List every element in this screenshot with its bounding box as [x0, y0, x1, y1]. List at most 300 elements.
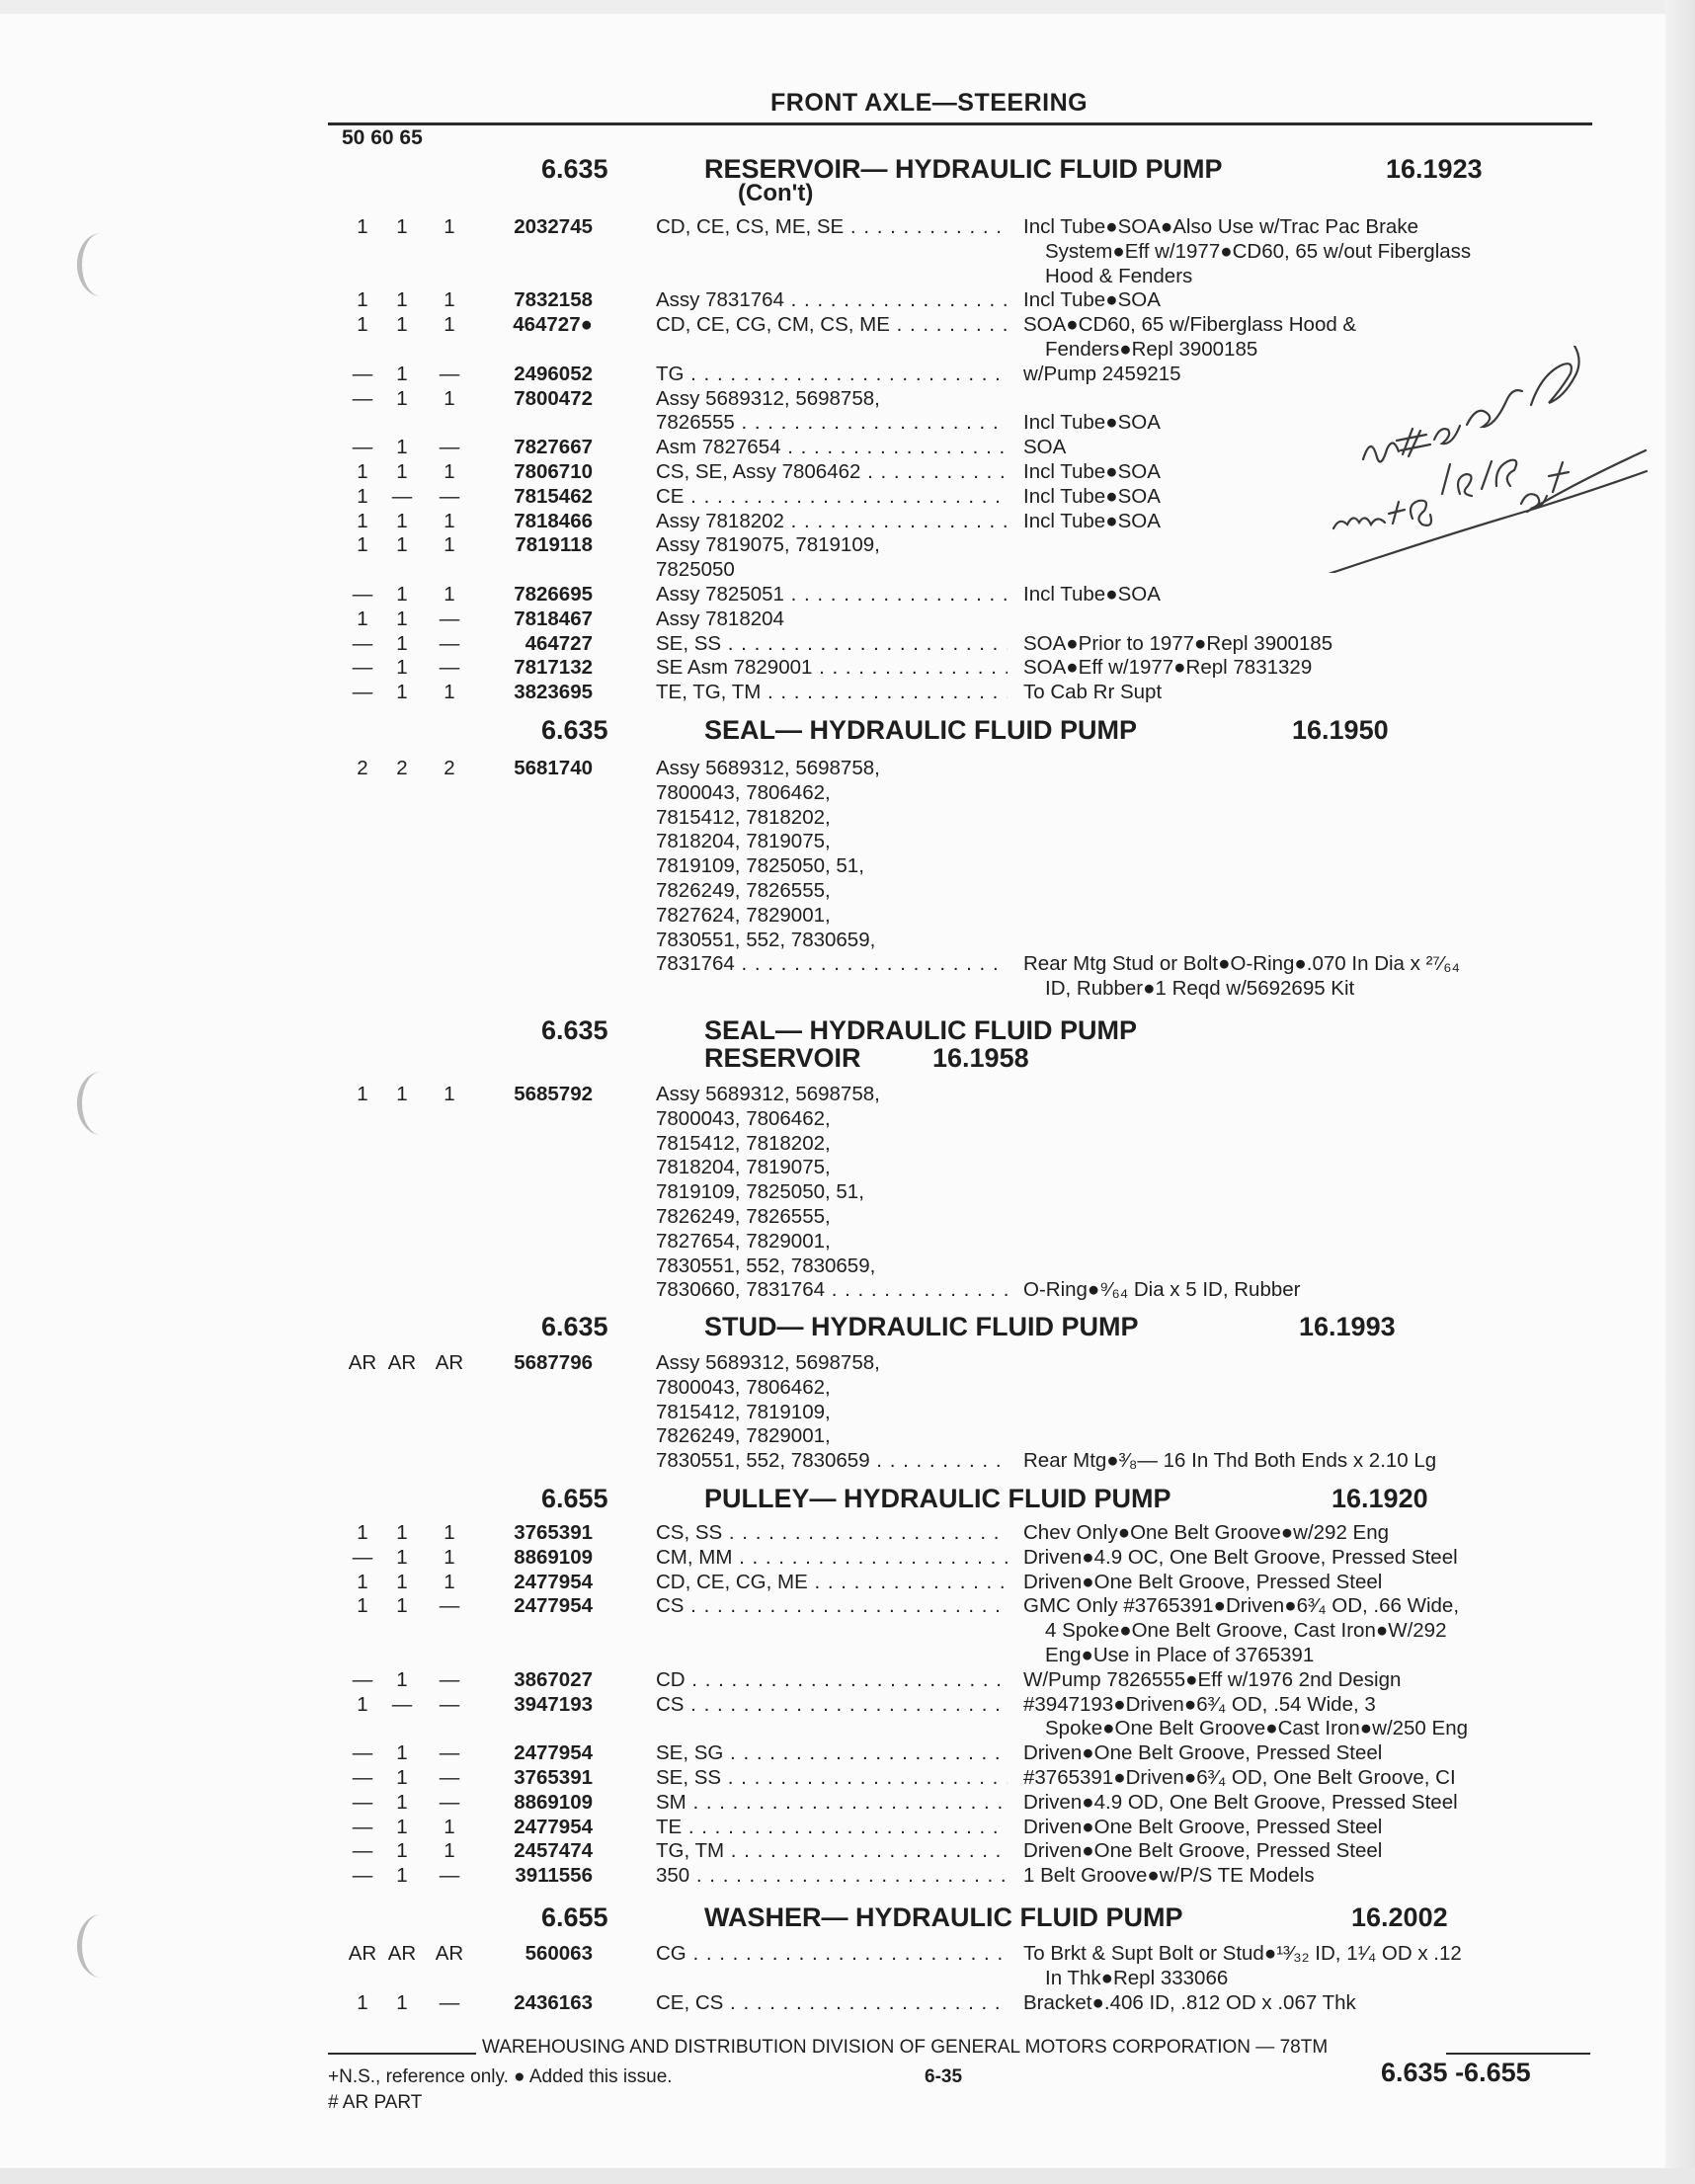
quantity-cell: — [352, 631, 373, 655]
section-reference: 16.1923 [1386, 154, 1483, 184]
quantity-cell: 1 [444, 1521, 455, 1544]
quantity-cell: 1 [396, 313, 408, 337]
application-cell: 7800043, 7806462, [656, 1106, 831, 1130]
catalog-row [0, 656, 1695, 681]
quantity-cell: AR [387, 1942, 417, 1965]
description-cell: Driven●One Belt Groove, Pressed Steel [1023, 1741, 1383, 1765]
quantity-cell: — [391, 1692, 413, 1716]
description-cell: Incl Tube●SOA [1023, 583, 1161, 606]
catalog-row [0, 1205, 1695, 1230]
catalog-row [0, 1991, 1695, 2016]
quantity-cell: — [352, 583, 373, 606]
catalog-row [0, 1401, 1695, 1425]
quantity-cell: 1 [444, 1545, 455, 1569]
description-cell: GMC Only #3765391●Driven●6³⁄₄ OD, .66 Wide, [1023, 1594, 1460, 1618]
quantity-cell: 1 [396, 1083, 408, 1105]
part-number-cell: 7819118 [515, 533, 593, 557]
quantity-cell: — [439, 1667, 460, 1691]
column-headings: 50 60 65 [342, 126, 423, 149]
application-cell: SE, SS . . . [656, 1766, 1008, 1790]
page-edge-bottom [0, 2168, 1695, 2184]
quantity-cell: — [352, 362, 373, 385]
quantity-cell: 1 [396, 1815, 408, 1838]
description-cell: Incl Tube●SOA [1023, 484, 1161, 508]
quantity-cell: 1 [396, 656, 408, 680]
application-cell: 7815412, 7818202, [656, 805, 831, 829]
part-number-cell: 2477954 [514, 1741, 593, 1765]
application-cell: 7826555 . . . [656, 411, 1008, 435]
page-title: FRONT AXLE—STEERING [770, 89, 1089, 117]
application-cell: CE . . . [656, 485, 1008, 509]
quantity-cell: — [439, 656, 460, 680]
catalog-row [0, 1449, 1695, 1474]
application-cell: 7818204, 7819075, [656, 830, 831, 853]
quantity-cell: — [439, 362, 460, 385]
quantity-cell: 1 [396, 1741, 408, 1765]
application-cell: Assy 5689312, 5698758, [656, 1351, 880, 1374]
catalog-row [0, 1864, 1695, 1889]
catalog-row [0, 977, 1695, 1002]
description-cell: Incl Tube●SOA [1023, 509, 1161, 532]
application-cell: 7827624, 7829001, [656, 903, 831, 927]
quantity-cell: 1 [396, 1667, 408, 1691]
description-cell: Incl Tube●SOA [1023, 411, 1161, 435]
description-cell: SOA●Prior to 1977●Repl 3900185 [1023, 631, 1333, 655]
application-cell: TE . . . [656, 1816, 1008, 1839]
application-cell: Assy 5689312, 5698758, [656, 386, 880, 410]
section-reference: 16.1958 [932, 1043, 1029, 1073]
quantity-cell: — [439, 1692, 460, 1716]
description-cell: Hood & Fenders [1045, 264, 1193, 287]
part-number-cell: 3765391 [514, 1521, 593, 1544]
application-cell: CE, CS . . . [656, 1991, 1008, 2015]
section-code: 6.635 [541, 1015, 608, 1045]
catalog-row [0, 1351, 1695, 1376]
quantity-cell: 1 [396, 631, 408, 655]
application-cell: TE, TG, TM . . . [656, 681, 1008, 704]
description-cell: 1 Belt Groove●w/P/S TE Models [1023, 1864, 1315, 1888]
footer-rule-left [328, 2053, 476, 2055]
quantity-cell: — [439, 436, 460, 459]
catalog-row [0, 1424, 1695, 1449]
catalog-row [0, 1594, 1695, 1619]
application-cell: 350 . . . [656, 1864, 1008, 1888]
application-cell: SE, SS . . . [656, 632, 1008, 656]
part-number-cell: 7817132 [514, 656, 593, 680]
section-title: STUD— HYDRAULIC FLUID PUMP [704, 1312, 1139, 1341]
footer-organization: WAREHOUSING AND DISTRIBUTION DIVISION OF GENERAL MOTORS CORPORATION — 78TM [482, 2037, 1329, 2058]
catalog-row [0, 854, 1695, 879]
quantity-cell: 1 [396, 1990, 408, 2014]
application-cell: 7830551, 552, 7830659, [656, 928, 876, 951]
catalog-row [0, 1521, 1695, 1546]
section-reference: 16.1950 [1292, 715, 1389, 745]
catalog-row [0, 1180, 1695, 1205]
application-cell: CM, MM . . . [656, 1546, 1008, 1570]
application-cell: CD, CE, CG, ME . . . [656, 1571, 1008, 1594]
application-cell: 7831764 . . . [656, 952, 1008, 976]
part-number-cell: 7832158 [514, 288, 593, 312]
part-number-cell: 7800472 [514, 386, 593, 410]
part-number-cell: 7826695 [514, 583, 593, 606]
description-cell: Bracket●.406 ID, .812 OD x .067 Thk [1023, 1990, 1356, 2014]
section-subtitle: RESERVOIR [704, 1043, 861, 1073]
application-cell: CS, SE, Assy 7806462 . . . [656, 460, 1008, 484]
catalog-row [0, 929, 1695, 953]
application-cell: TG, TM . . . [656, 1839, 1008, 1863]
quantity-cell: AR [435, 1942, 464, 1965]
quantity-cell: — [352, 1790, 373, 1814]
section-subtitle: (Con't) [738, 180, 814, 206]
quantity-cell: — [439, 484, 460, 508]
catalog-row [0, 1278, 1695, 1303]
quantity-cell: 1 [396, 1839, 408, 1863]
catalog-row [0, 1619, 1695, 1644]
section-reference: 16.1920 [1332, 1484, 1428, 1513]
description-cell: System●Eff w/1977●CD60, 65 w/out Fiberglass [1045, 239, 1472, 263]
catalog-row [0, 1546, 1695, 1571]
quantity-cell: — [439, 1990, 460, 2014]
description-cell: O-Ring●⁹⁄₆₄ Dia x 5 ID, Rubber [1023, 1278, 1301, 1302]
catalog-row [0, 313, 1695, 338]
quantity-cell: — [352, 656, 373, 680]
description-cell: Driven●One Belt Groove, Pressed Steel [1023, 1570, 1383, 1593]
application-cell: Assy 7825051 . . . [656, 583, 1008, 607]
catalog-row [0, 1254, 1695, 1279]
application-cell: 7830551, 552, 7830659, [656, 1254, 876, 1277]
section-code: 6.635 [541, 715, 608, 745]
quantity-cell: — [352, 1667, 373, 1691]
catalog-row [0, 215, 1695, 240]
quantity-cell: — [352, 1766, 373, 1789]
application-cell: 7800043, 7806462, [656, 780, 831, 804]
catalog-row [0, 781, 1695, 806]
part-number-cell: 2477954 [514, 1570, 593, 1593]
application-cell: 7826249, 7826555, [656, 879, 831, 902]
quantity-cell: 1 [444, 1083, 455, 1105]
quantity-cell: 1 [444, 460, 455, 483]
catalog-row [0, 1083, 1695, 1107]
quantity-cell: 1 [357, 533, 368, 557]
description-cell: Spoke●One Belt Groove●Cast Iron●w/250 Eng [1045, 1717, 1469, 1740]
catalog-row [0, 904, 1695, 929]
quantity-cell: 1 [357, 288, 368, 312]
application-cell: Assy 5689312, 5698758, [656, 757, 880, 779]
quantity-cell: 1 [396, 1864, 408, 1888]
catalog-row [0, 879, 1695, 904]
catalog-row [0, 1376, 1695, 1401]
quantity-cell: 1 [396, 460, 408, 483]
quantity-cell: 2 [357, 757, 368, 779]
application-cell: 7830660, 7831764 . . . [656, 1278, 1008, 1302]
quantity-cell: 1 [396, 1594, 408, 1618]
description-cell: To Brkt & Supt Bolt or Stud●¹³⁄₃₂ ID, 1¹⁄₄ OD x .12 [1023, 1942, 1462, 1965]
quantity-cell: — [352, 1545, 373, 1569]
section-code: 6.655 [541, 1484, 608, 1513]
application-cell: 7815412, 7818202, [656, 1131, 831, 1155]
quantity-cell: — [439, 1594, 460, 1618]
application-cell: Assy 7818202 . . . [656, 510, 1008, 533]
quantity-cell: 1 [444, 509, 455, 532]
part-number-cell: 2032745 [514, 215, 593, 238]
part-number-cell: 5681740 [514, 757, 593, 779]
catalog-row [0, 1156, 1695, 1180]
quantity-cell: — [352, 1815, 373, 1838]
part-number-cell: 560063 [525, 1942, 593, 1965]
part-number-cell: 2477954 [514, 1815, 593, 1838]
description-cell: 4 Spoke●One Belt Groove, Cast Iron●W/292 [1045, 1619, 1447, 1643]
footer-legend: +N.S., reference only. ● Added this issue. [328, 2066, 673, 2087]
quantity-cell: — [352, 681, 373, 704]
description-cell: SOA●Eff w/1977●Repl 7831329 [1023, 656, 1313, 680]
description-cell: Rear Mtg●³⁄₈— 16 In Thd Both Ends x 2.10 Lg [1023, 1449, 1437, 1473]
quantity-cell: 1 [357, 509, 368, 532]
description-cell: Incl Tube●SOA [1023, 460, 1161, 483]
catalog-row [0, 952, 1695, 977]
quantity-cell: — [439, 1766, 460, 1789]
quantity-cell: 1 [396, 1521, 408, 1544]
section-title: SEAL— HYDRAULIC FLUID PUMP [704, 715, 1137, 745]
part-number-cell: 3947193 [514, 1692, 593, 1716]
part-number-cell: 2477954 [514, 1594, 593, 1618]
catalog-row [0, 240, 1695, 265]
catalog-row [0, 1766, 1695, 1791]
application-cell: SE Asm 7829001 . . . [656, 656, 1008, 680]
quantity-cell: — [439, 631, 460, 655]
quantity-cell: 1 [396, 1766, 408, 1789]
quantity-cell: 1 [357, 215, 368, 238]
part-number-cell: 7815462 [514, 484, 593, 508]
quantity-cell: AR [348, 1351, 377, 1374]
application-cell: 7825050 [656, 558, 735, 582]
catalog-row [0, 607, 1695, 632]
application-cell: 7819109, 7825050, 51, [656, 1180, 864, 1204]
part-number-cell: 5687796 [514, 1351, 593, 1374]
quantity-cell: 1 [357, 1594, 368, 1618]
description-cell: Driven●One Belt Groove, Pressed Steel [1023, 1815, 1383, 1838]
catalog-row [0, 806, 1695, 831]
catalog-row [0, 583, 1695, 607]
quantity-cell: 1 [357, 1521, 368, 1544]
quantity-cell: 1 [357, 1570, 368, 1593]
application-cell: CS . . . [656, 1594, 1008, 1618]
part-number-cell: 464727 [525, 631, 593, 655]
quantity-cell: — [439, 1790, 460, 1814]
application-cell: Asm 7827654 . . . [656, 436, 1008, 459]
section-reference: 16.1993 [1299, 1312, 1396, 1341]
catalog-row [0, 1132, 1695, 1157]
section-code: 6.655 [541, 1902, 608, 1932]
part-number-cell: 3765391 [514, 1766, 593, 1789]
quantity-cell: 1 [357, 1692, 368, 1716]
catalog-row [0, 1816, 1695, 1840]
quantity-cell: — [439, 607, 460, 630]
quantity-cell: 1 [444, 533, 455, 557]
catalog-row [0, 1644, 1695, 1668]
description-cell: Chev Only●One Belt Groove●w/292 Eng [1023, 1521, 1390, 1544]
description-cell: Driven●4.9 OC, One Belt Groove, Pressed Steel [1023, 1545, 1458, 1569]
part-number-cell: 2496052 [514, 362, 593, 385]
quantity-cell: 1 [396, 386, 408, 410]
catalog-row [0, 1839, 1695, 1864]
description-cell: Driven●One Belt Groove, Pressed Steel [1023, 1839, 1383, 1863]
catalog-row [0, 632, 1695, 657]
description-cell: W/Pump 7826555●Eff w/1976 2nd Design [1023, 1667, 1402, 1691]
application-cell: 7827654, 7829001, [656, 1229, 831, 1253]
quantity-cell: 1 [444, 1839, 455, 1863]
part-number-cell: 3823695 [514, 681, 593, 704]
part-number-cell: 464727● [513, 313, 593, 337]
catalog-row [0, 1967, 1695, 1991]
quantity-cell: — [439, 1741, 460, 1765]
quantity-cell: 1 [357, 1083, 368, 1105]
quantity-cell: 1 [396, 533, 408, 557]
quantity-cell: 1 [444, 681, 455, 704]
part-number-cell: 8869109 [514, 1545, 593, 1569]
description-cell: Incl Tube●SOA●Also Use w/Trac Pac Brake [1023, 215, 1418, 238]
part-number-cell: 3867027 [514, 1667, 593, 1691]
application-cell: 7815412, 7819109, [656, 1400, 831, 1423]
application-cell: 7818204, 7819075, [656, 1156, 831, 1179]
quantity-cell: AR [435, 1351, 464, 1374]
catalog-row [0, 265, 1695, 289]
part-number-cell: 5685792 [514, 1083, 593, 1105]
application-cell: Assy 7818204 [656, 607, 784, 630]
page-edge-top [0, 0, 1695, 14]
header-rule [328, 122, 1592, 125]
application-cell: CD, CE, CS, ME, SE . . . [656, 215, 1008, 239]
quantity-cell: 1 [444, 1815, 455, 1838]
part-number-cell: 7827667 [514, 436, 593, 459]
page-range: 6.635 -6.655 [1381, 2058, 1531, 2087]
quantity-cell: — [352, 1864, 373, 1888]
quantity-cell: 1 [444, 386, 455, 410]
quantity-cell: 1 [396, 1545, 408, 1569]
description-cell: Rear Mtg Stud or Bolt●O-Ring●.070 In Dia x ²⁷⁄₆₄ [1023, 952, 1460, 976]
description-cell: To Cab Rr Supt [1023, 681, 1163, 704]
quantity-cell: — [391, 484, 413, 508]
quantity-cell: 1 [396, 362, 408, 385]
application-cell: Assy 7819075, 7819109, [656, 533, 880, 557]
catalog-row [0, 830, 1695, 854]
quantity-cell: AR [387, 1351, 417, 1374]
application-cell: SM . . . [656, 1791, 1008, 1815]
quantity-cell: 2 [396, 757, 408, 779]
quantity-cell: AR [348, 1942, 377, 1965]
section-reference: 16.2002 [1351, 1902, 1448, 1932]
part-number-cell: 7818466 [514, 509, 593, 532]
quantity-cell: 1 [444, 215, 455, 238]
catalog-row [0, 1942, 1695, 1967]
quantity-cell: 1 [357, 607, 368, 630]
application-cell: Assy 7831764 . . . [656, 288, 1008, 312]
application-cell: 7830551, 552, 7830659 . . . [656, 1449, 1008, 1473]
description-cell: Fenders●Repl 3900185 [1045, 338, 1258, 361]
handwritten-annotation-icon [1324, 346, 1650, 573]
description-cell: Incl Tube●SOA [1023, 288, 1161, 312]
description-cell: #3947193●Driven●6³⁄₄ OD, .54 Wide, 3 [1023, 1692, 1376, 1716]
application-cell: Assy 5689312, 5698758, [656, 1083, 880, 1105]
quantity-cell: 1 [396, 607, 408, 630]
part-number-cell: 2436163 [514, 1990, 593, 2014]
application-cell: SE, SG . . . [656, 1741, 1008, 1765]
catalog-row [0, 1693, 1695, 1718]
catalog-row [0, 1107, 1695, 1132]
description-cell: Driven●4.9 OD, One Belt Groove, Pressed Steel [1023, 1790, 1458, 1814]
section-title: SEAL— HYDRAULIC FLUID PUMP [704, 1015, 1137, 1045]
quantity-cell: 1 [444, 288, 455, 312]
quantity-cell: 1 [357, 1990, 368, 2014]
quantity-cell: 1 [396, 436, 408, 459]
application-cell: CD, CE, CG, CM, CS, ME . . . [656, 313, 1008, 337]
quantity-cell: 1 [444, 1570, 455, 1593]
quantity-cell: 1 [396, 681, 408, 704]
quantity-cell: 1 [396, 1570, 408, 1593]
application-cell: CS . . . [656, 1693, 1008, 1717]
quantity-cell: 1 [396, 288, 408, 312]
quantity-cell: 1 [357, 313, 368, 337]
quantity-cell: 1 [444, 583, 455, 606]
application-cell: CS, SS . . . [656, 1521, 1008, 1545]
description-cell: ID, Rubber●1 Reqd w/5692695 Kit [1045, 977, 1355, 1001]
page-number: 6-35 [925, 2066, 963, 2087]
footer-rule-right [1446, 2053, 1590, 2055]
part-number-cell: 8869109 [514, 1790, 593, 1814]
quantity-cell: 1 [444, 313, 455, 337]
part-number-cell: 3911556 [515, 1864, 593, 1888]
quantity-cell: 1 [357, 484, 368, 508]
quantity-cell: 1 [396, 583, 408, 606]
section-code: 6.635 [541, 1312, 608, 1341]
application-cell: 7819109, 7825050, 51, [656, 854, 864, 878]
application-cell: TG . . . [656, 363, 1008, 386]
part-number-cell: 2457474 [514, 1839, 593, 1863]
description-cell: SOA [1023, 436, 1067, 459]
application-cell: 7826249, 7829001, [656, 1424, 831, 1448]
description-cell: Eng●Use in Place of 3765391 [1045, 1644, 1315, 1666]
section-title: WASHER— HYDRAULIC FLUID PUMP [704, 1902, 1183, 1932]
catalog-row [0, 1571, 1695, 1595]
application-cell: CD . . . [656, 1668, 1008, 1692]
quantity-cell: — [352, 1839, 373, 1863]
part-number-cell: 7806710 [514, 460, 593, 483]
quantity-cell: — [439, 1864, 460, 1888]
catalog-row [0, 1230, 1695, 1254]
application-cell: 7800043, 7806462, [656, 1375, 831, 1399]
quantity-cell: — [352, 386, 373, 410]
quantity-cell: 1 [396, 509, 408, 532]
quantity-cell: 1 [396, 1790, 408, 1814]
catalog-row [0, 681, 1695, 705]
quantity-cell: 2 [444, 757, 455, 779]
description-cell: SOA●CD60, 65 w/Fiberglass Hood & [1023, 313, 1357, 337]
application-cell: CG . . . [656, 1942, 1008, 1966]
catalog-row [0, 288, 1695, 313]
section-title: PULLEY— HYDRAULIC FLUID PUMP [704, 1484, 1171, 1513]
description-cell: #3765391●Driven●6³⁄₄ OD, One Belt Groove, CI [1023, 1766, 1456, 1789]
catalog-row [0, 1668, 1695, 1693]
quantity-cell: — [352, 436, 373, 459]
description-cell: In Thk●Repl 333066 [1045, 1966, 1229, 1989]
catalog-row [0, 1741, 1695, 1766]
description-cell: w/Pump 2459215 [1023, 362, 1181, 385]
part-number-cell: 7818467 [514, 607, 593, 630]
catalog-row [0, 757, 1695, 781]
section-code: 6.635 [541, 154, 608, 184]
catalog-row [0, 1791, 1695, 1816]
quantity-cell: 1 [357, 460, 368, 483]
catalog-row [0, 1717, 1695, 1741]
